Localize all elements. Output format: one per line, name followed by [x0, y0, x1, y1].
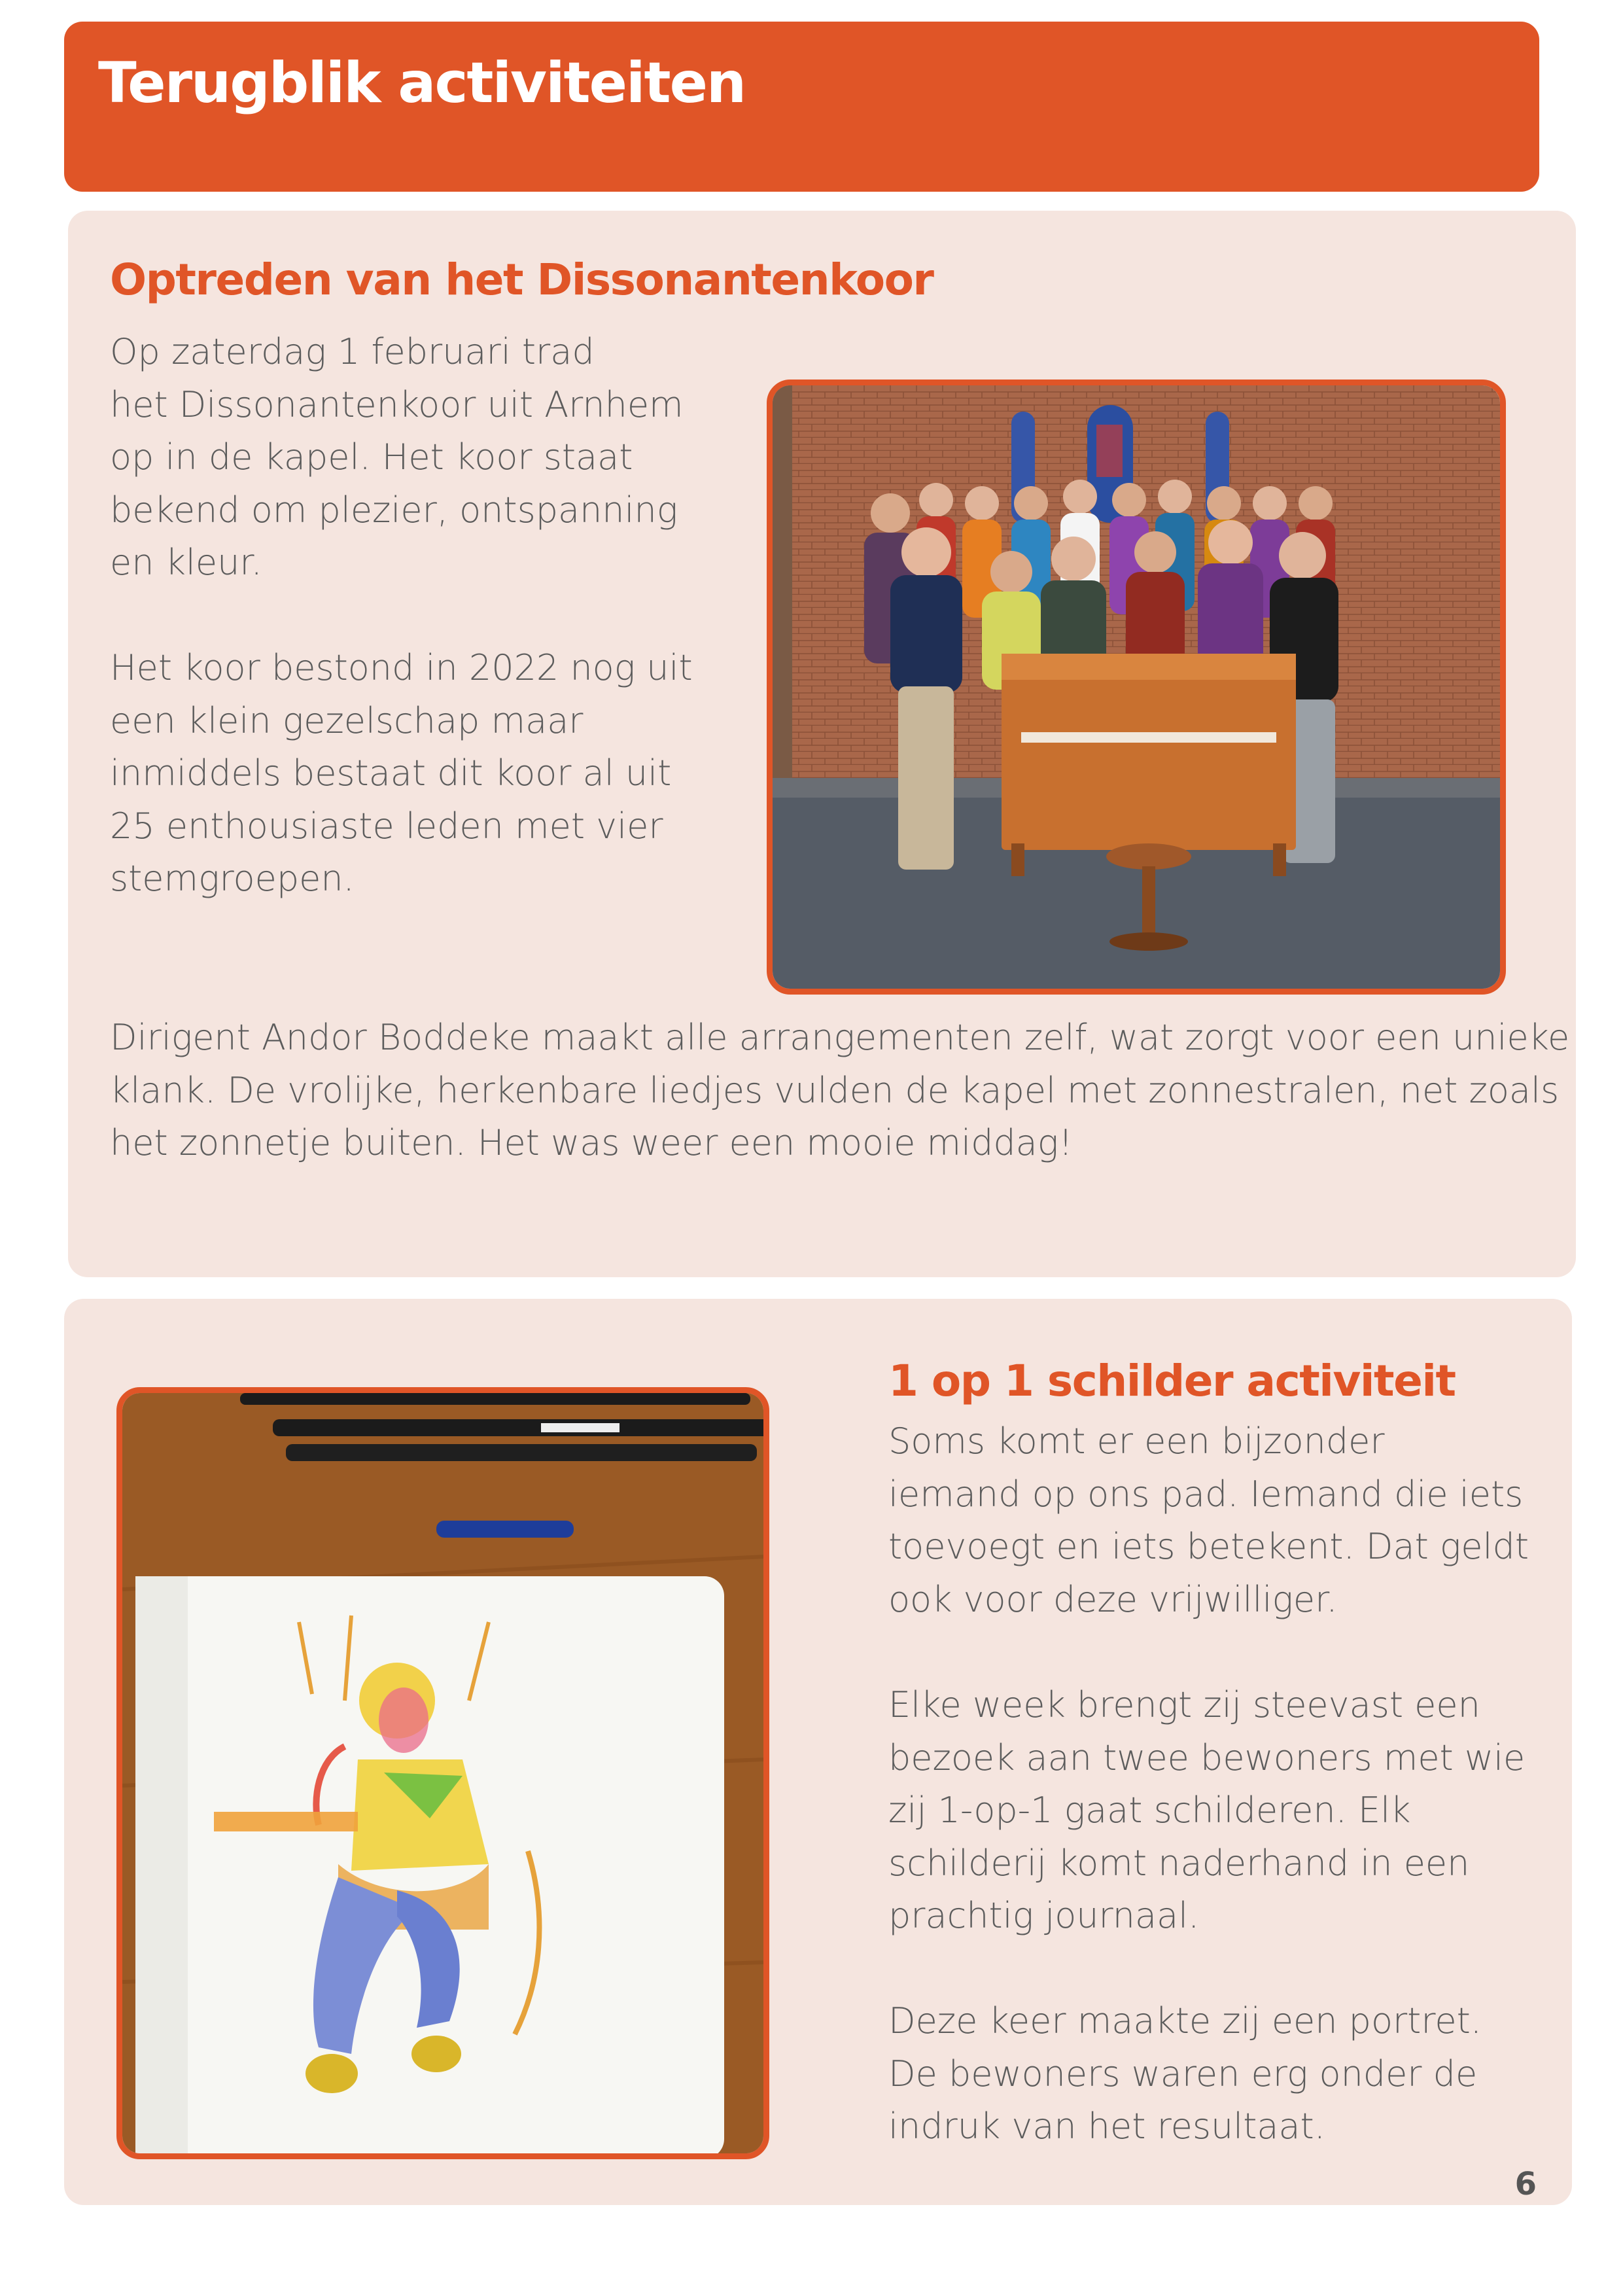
- painting-article-title: 1 op 1 schilder activiteit: [888, 1356, 1456, 1406]
- painting-article-paragraph-2: Elke week brengt zij steevast een bezoek aan twee bewoners met wie zij 1-op-1 gaat schilderen. Elk schilderij komt naderhand in een prachtig journaal.: [888, 1684, 1526, 1936]
- page-number: 6: [1514, 2166, 1537, 2202]
- painting-article-paragraph-3: Deze keer maakte zij een portret. De bewoners waren erg onder de indruk van het resultaat.: [888, 2000, 1482, 2147]
- choir-article-title: Optreden van het Dissonantenkoor: [110, 255, 934, 305]
- choir-article-paragraph-3: Dirigent Andor Boddeke maakt alle arrangementen zelf, wat zorgt voor een unieke klank. De vrolijke, herkenbare liedjes vulden de kapel met zonnestralen, net zoals het zonnetje buiten. Het was weer een mooie middag!: [110, 1017, 1570, 1163]
- choir-photo: [767, 380, 1506, 995]
- choir-article-paragraph-1: Op zaterdag 1 februari trad het Dissonantenkoor uit Arnhem op in de kapel. Het koor staat bekend om plezier, ontspanning en kleur.: [110, 331, 684, 583]
- choir-article-paragraph-2: Het koor bestond in 2022 nog uit een klein gezelschap maar inmiddels bestaat dit koor al uit 25 enthousiaste leden met vier stemgroepen.: [110, 647, 693, 899]
- choir-photo-illustration: [773, 385, 1500, 989]
- painting-photo: [116, 1387, 769, 2159]
- page-title: Terugblik activiteiten: [98, 50, 746, 116]
- painting-article-paragraph-1: Soms komt er een bijzonder iemand op ons pad. Iemand die iets toevoegt en iets betekent. Dat geldt ook voor deze vrijwilliger.: [888, 1421, 1529, 1620]
- painting-photo-illustration: [122, 1393, 763, 2153]
